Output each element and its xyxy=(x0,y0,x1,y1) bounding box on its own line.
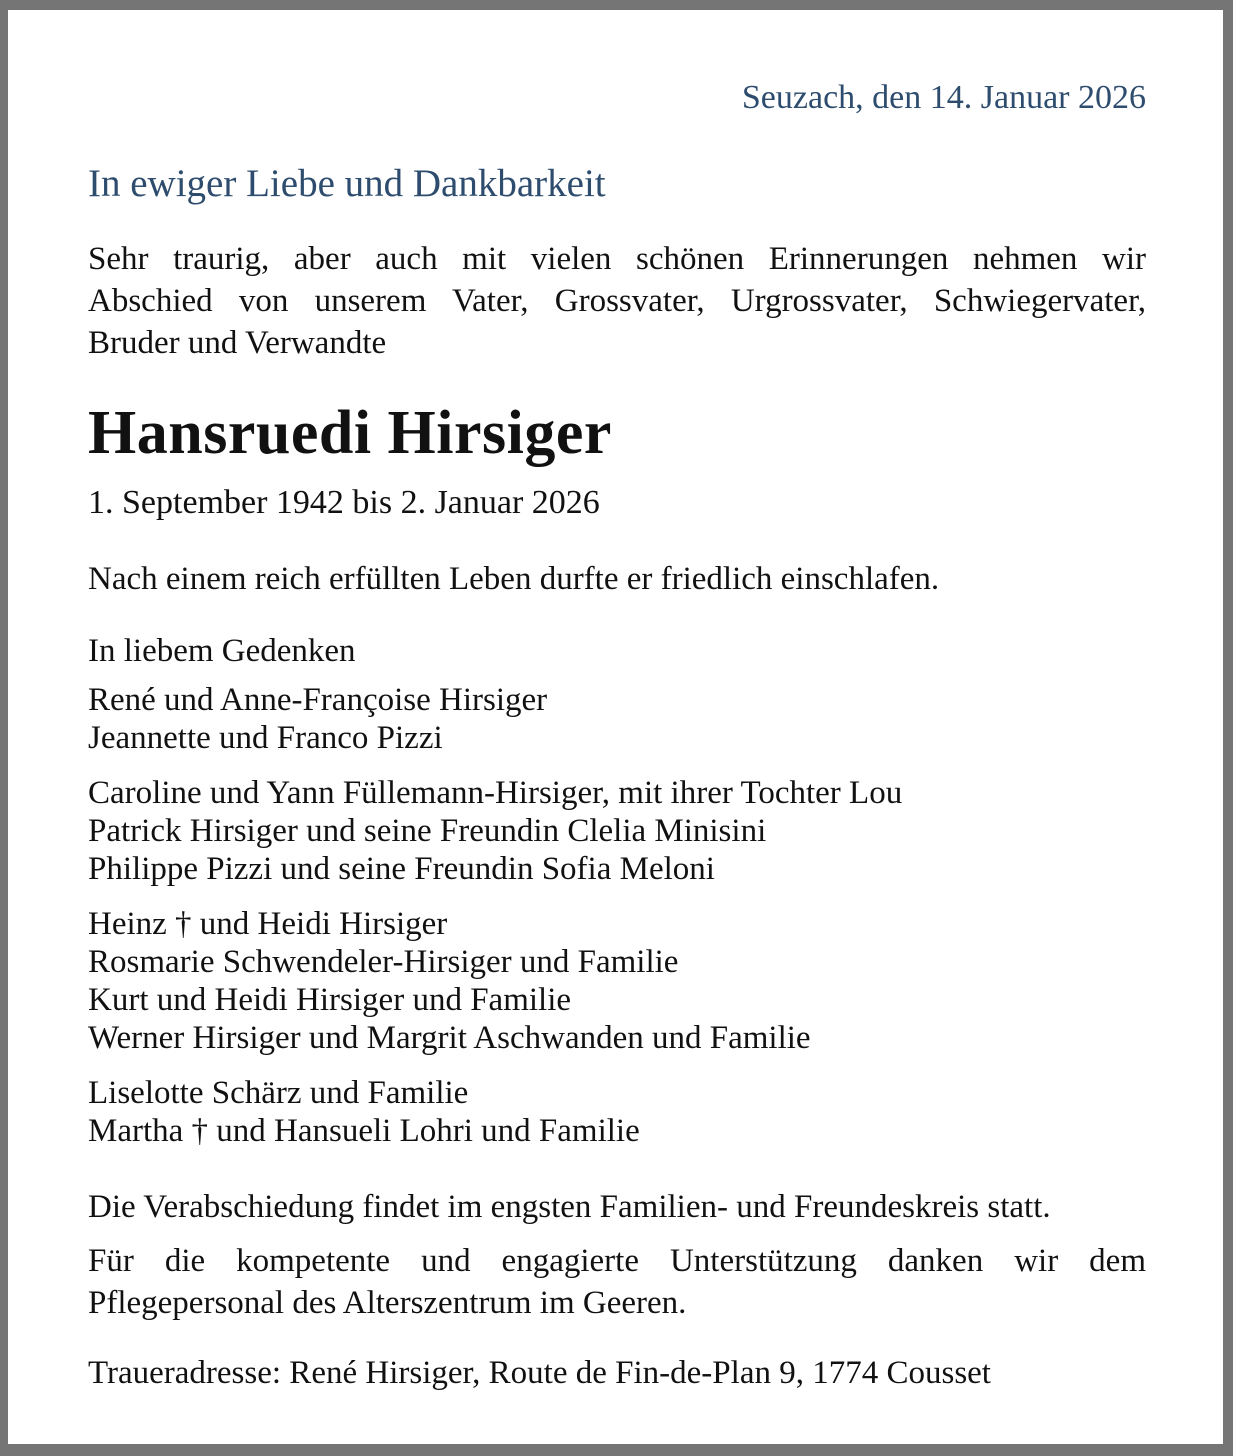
mourner-line: Kurt und Heidi Hirsiger und Familie xyxy=(88,982,572,1018)
mourning-address-line: Traueradresse: René Hirsiger, Route de Fin-de-Plan 9, 1774 Cousset xyxy=(88,1355,991,1391)
text-line: Abschied von unserem Vater, Grossvater, Urgrossvater, Schwiegervater, xyxy=(88,283,1146,319)
mourner-group xyxy=(88,681,1146,757)
mourners-list xyxy=(88,681,1146,1150)
text-line: Sehr traurig, aber auch mit vielen schönen Erinnerungen nehmen wir xyxy=(88,241,1146,277)
obituary-sheet xyxy=(8,10,1223,1444)
mourner-line: Rosmarie Schwendeler-Hirsiger und Familie xyxy=(88,944,679,980)
mourner-line: Heinz † und Heidi Hirsiger xyxy=(88,906,448,942)
mourner-line: Philippe Pizzi und seine Freundin Sofia Meloni xyxy=(88,851,715,887)
mourner-group xyxy=(88,1074,1146,1150)
mourner-line: Caroline und Yann Füllemann-Hirsiger, mit ihrer Tochter Lou xyxy=(88,775,903,811)
text-line: Bruder und Verwandte xyxy=(88,325,387,361)
mourner-group xyxy=(88,774,1146,888)
mourner-line: Werner Hirsiger und Margrit Aschwanden und Familie xyxy=(88,1020,811,1056)
text-line: Pflegepersonal des Alterszentrum im Geeren. xyxy=(88,1285,687,1321)
deceased-name: Hansruedi Hirsiger xyxy=(88,399,612,467)
peaceful-passing-line: Nach einem reich erfüllten Leben durfte er friedlich einschlafen. xyxy=(88,561,940,597)
farewell-line: Die Verabschiedung findet im engsten Familien- und Freundeskreis statt. xyxy=(88,1189,1051,1225)
memory-heading: In liebem Gedenken xyxy=(88,633,356,669)
mourner-line: Jeannette und Franco Pizzi xyxy=(88,720,443,756)
mourner-group xyxy=(88,905,1146,1057)
text-line: Für die kompetente und engagierte Unterstützung danken wir dem xyxy=(88,1243,1146,1279)
life-dates: 1. September 1942 bis 2. Januar 2026 xyxy=(88,484,600,521)
mourner-line: Martha † und Hansueli Lohri und Familie xyxy=(88,1113,640,1149)
thanks-paragraph xyxy=(88,1240,1146,1324)
obituary-headline: In ewiger Liebe und Dankbarkeit xyxy=(88,162,606,205)
intro-paragraph xyxy=(88,238,1146,364)
mourner-line: René und Anne-Françoise Hirsiger xyxy=(88,682,548,718)
mourner-line: Liselotte Schärz und Familie xyxy=(88,1075,469,1111)
mourner-line: Patrick Hirsiger und seine Freundin Clelia Minisini xyxy=(88,813,767,849)
place-date-line: Seuzach, den 14. Januar 2026 xyxy=(741,79,1146,116)
